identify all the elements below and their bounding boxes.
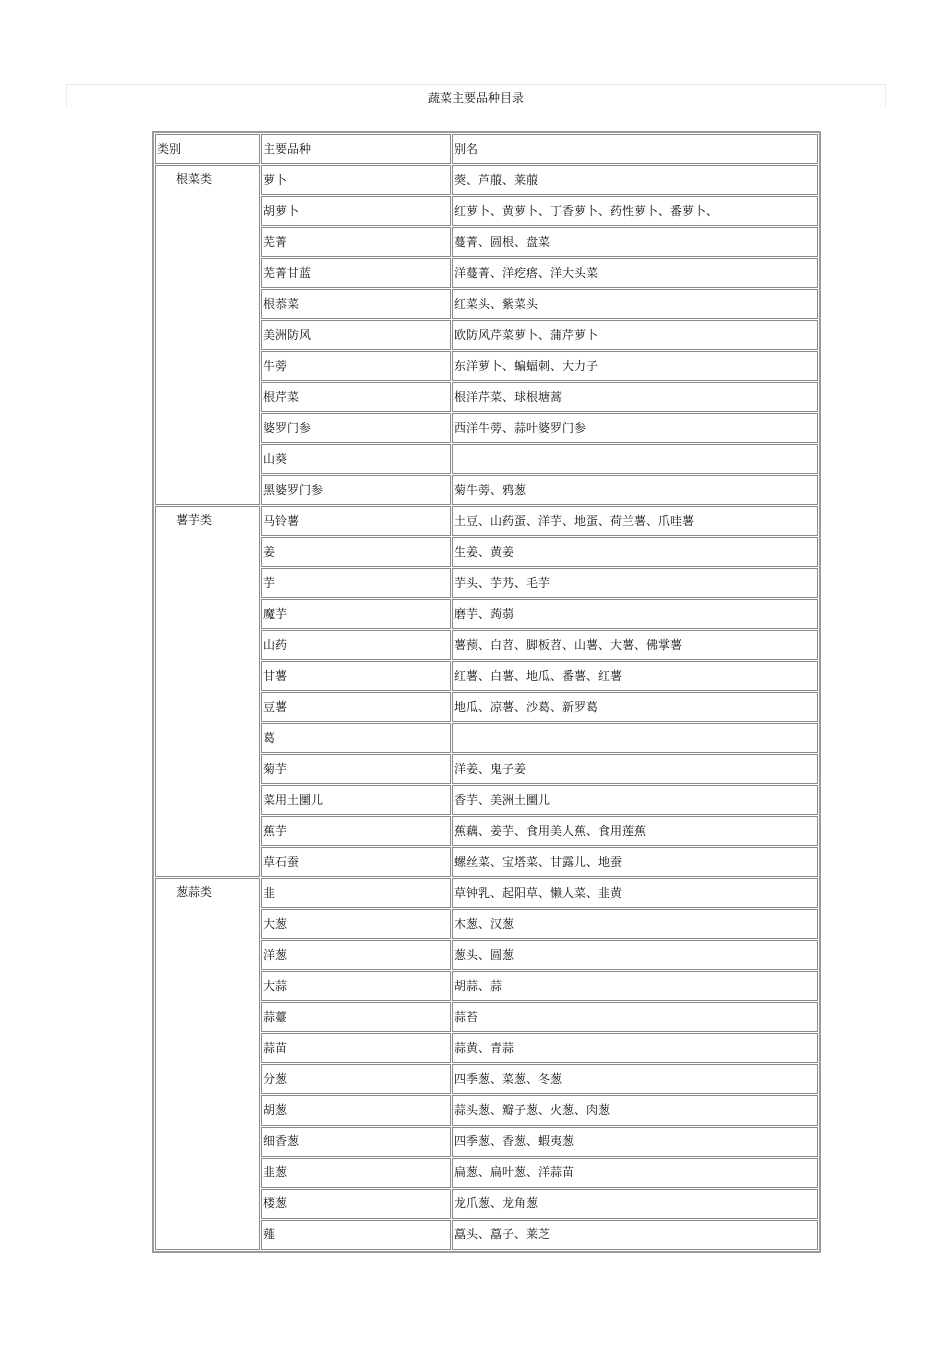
alias-cell: 欧防风芹菜萝卜、蒲芹萝卜 — [452, 320, 818, 350]
alias-cell: 红菜头、紫菜头 — [452, 289, 818, 319]
variety-cell: 根菾菜 — [261, 289, 451, 319]
alias-cell: 根洋芹菜、球根塘蒿 — [452, 382, 818, 412]
alias-cell: 磨芋、蒟蒻 — [452, 599, 818, 629]
variety-cell: 豆薯 — [261, 692, 451, 722]
variety-cell: 菊芋 — [261, 754, 451, 784]
header-variety: 主要品种 — [261, 134, 451, 164]
variety-cell: 芜菁甘蓝 — [261, 258, 451, 288]
alias-cell: 红萝卜、黄萝卜、丁香萝卜、药性萝卜、番萝卜、 — [452, 196, 818, 226]
variety-cell: 韭葱 — [261, 1158, 451, 1188]
alias-cell: 蒜苔 — [452, 1002, 818, 1032]
variety-cell: 细香葱 — [261, 1127, 451, 1157]
table-row — [155, 165, 818, 195]
variety-cell: 美洲防风 — [261, 320, 451, 350]
header-row — [155, 134, 818, 164]
alias-cell: 龙爪葱、龙角葱 — [452, 1189, 818, 1219]
variety-cell: 婆罗门参 — [261, 413, 451, 443]
variety-cell: 大蒜 — [261, 971, 451, 1001]
alias-cell: 胡蒜、蒜 — [452, 971, 818, 1001]
header-category: 类别 — [155, 134, 260, 164]
variety-cell: 萝卜 — [261, 165, 451, 195]
variety-cell: 魔芋 — [261, 599, 451, 629]
category-cell: 葱蒜类 — [155, 878, 260, 1250]
alias-cell: 蒜黄、青蒜 — [452, 1033, 818, 1063]
header-alias: 别名 — [452, 134, 818, 164]
alias-cell: 蒜头葱、瓣子葱、火葱、肉葱 — [452, 1095, 818, 1125]
alias-cell: 蔓菁、圆根、盘菜 — [452, 227, 818, 257]
alias-cell: 洋姜、鬼子姜 — [452, 754, 818, 784]
page-title: 蔬菜主要品种目录 — [66, 84, 886, 107]
alias-cell: 薯蓣、白苕、脚板苕、山薯、大薯、佛掌薯 — [452, 630, 818, 660]
variety-cell: 葛 — [261, 723, 451, 753]
variety-cell: 姜 — [261, 537, 451, 567]
variety-cell: 大葱 — [261, 909, 451, 939]
alias-cell: 螺丝菜、宝塔菜、甘露儿、地蚕 — [452, 847, 818, 877]
alias-cell: 红薯、白薯、地瓜、番薯、红薯 — [452, 661, 818, 691]
alias-cell: 菊牛蒡、鸦葱 — [452, 475, 818, 505]
variety-cell: 根芹菜 — [261, 382, 451, 412]
alias-cell: 土豆、山药蛋、洋芋、地蛋、荷兰薯、爪哇薯 — [452, 506, 818, 536]
table-row — [155, 506, 818, 536]
alias-cell: 葖、芦菔、莱菔 — [452, 165, 818, 195]
alias-cell: 芋头、芋艿、毛芋 — [452, 568, 818, 598]
table-row — [155, 878, 818, 908]
vegetable-catalog-table — [152, 131, 821, 1253]
variety-cell: 薤 — [261, 1220, 451, 1250]
variety-cell: 分葱 — [261, 1064, 451, 1094]
alias-cell: 西洋牛蒡、蒜叶婆罗门参 — [452, 413, 818, 443]
table-body — [155, 134, 818, 1250]
variety-cell: 山葵 — [261, 444, 451, 474]
alias-cell: 四季葱、菜葱、冬葱 — [452, 1064, 818, 1094]
variety-cell: 马铃薯 — [261, 506, 451, 536]
variety-cell: 牛蒡 — [261, 351, 451, 381]
alias-cell: 扁葱、扁叶葱、洋蒜苗 — [452, 1158, 818, 1188]
variety-cell: 蒜苗 — [261, 1033, 451, 1063]
variety-cell: 蒜薹 — [261, 1002, 451, 1032]
alias-cell: 木葱、汉葱 — [452, 909, 818, 939]
variety-cell: 菜用土圞儿 — [261, 785, 451, 815]
variety-cell: 蕉芋 — [261, 816, 451, 846]
variety-cell: 楼葱 — [261, 1189, 451, 1219]
category-cell: 根菜类 — [155, 165, 260, 505]
alias-cell: 草钟乳、起阳草、懒人菜、韭黄 — [452, 878, 818, 908]
alias-cell: 蕉藕、姜芋、食用美人蕉、食用莲蕉 — [452, 816, 818, 846]
alias-cell: 葱头、圆葱 — [452, 940, 818, 970]
alias-cell: 洋蔓菁、洋疙瘩、洋大头菜 — [452, 258, 818, 288]
category-cell: 薯芋类 — [155, 506, 260, 877]
alias-cell: 地瓜、凉薯、沙葛、新罗葛 — [452, 692, 818, 722]
alias-cell: 东洋萝卜、蝙蝠刺、大力子 — [452, 351, 818, 381]
variety-cell: 甘薯 — [261, 661, 451, 691]
variety-cell: 芜菁 — [261, 227, 451, 257]
variety-cell: 胡葱 — [261, 1095, 451, 1125]
alias-cell: 生姜、黄姜 — [452, 537, 818, 567]
variety-cell: 山药 — [261, 630, 451, 660]
alias-cell — [452, 723, 818, 753]
variety-cell: 洋葱 — [261, 940, 451, 970]
variety-cell: 芋 — [261, 568, 451, 598]
variety-cell: 胡萝卜 — [261, 196, 451, 226]
variety-cell: 韭 — [261, 878, 451, 908]
variety-cell: 草石蚕 — [261, 847, 451, 877]
alias-cell: 香芋、美洲土圞儿 — [452, 785, 818, 815]
alias-cell — [452, 444, 818, 474]
variety-cell: 黑婆罗门参 — [261, 475, 451, 505]
alias-cell: 藠头、藠子、莱芝 — [452, 1220, 818, 1250]
alias-cell: 四季葱、香葱、蝦夷葱 — [452, 1127, 818, 1157]
